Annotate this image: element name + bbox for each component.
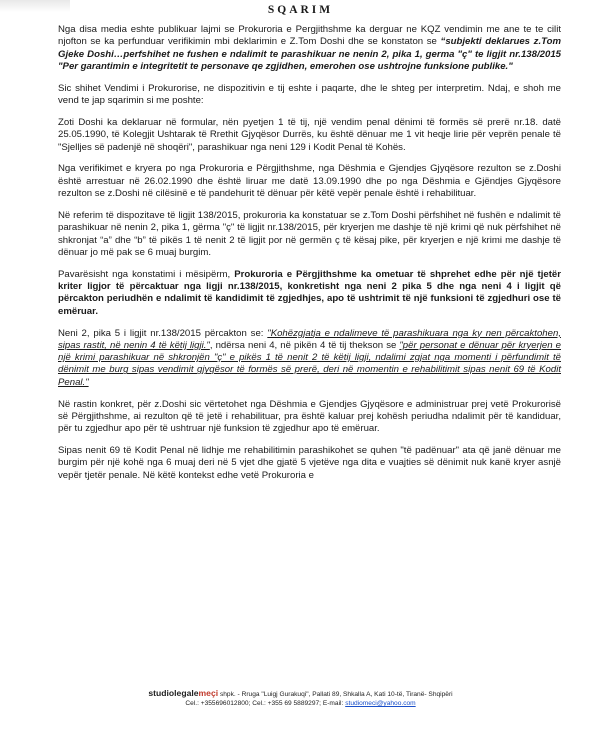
firm-email-link[interactable]: studiomeci@yahoo.com (345, 700, 416, 707)
firm-address: shpk. - Rruga "Luigj Gurakuqi", Pallati 89, Shkalla A, Kati 10-të, Tiranë- Shqipëri (218, 691, 453, 698)
paragraph-omission (58, 269, 561, 318)
intro-text: Nga disa media eshte publikuar lajmi se Prokuroria e Pergjithshme ka derguar ne KQZ vendimin me ane te te cilit njofton se ka perfunduar verifikimin mbi deklarimin e Z.Tom Doshi dhe se konstaton se (58, 24, 561, 48)
article-quote-2: "për personat e dënuar për kryerjen e një krimi parashikuar në shkronjën "ç" e pikës 1 të nenit 2 të këtij ligji, ndalimi zgjat nga momenti i përfundimit të dënimit me burg sipas vendimit gjyqësor të formës së prerë, deri në momentin e rehabilitimit sipas nenit 69 të Kodit Penal." (58, 339, 561, 388)
article-quote-1: "Kohëzgjatja e ndalimeve të parashikuara nga ky nen përcaktohen, sipas rastit, në nenin 4 të këtij ligji." (58, 327, 561, 351)
firm-logo: studiolegalemeçi (148, 688, 219, 698)
paragraph-article (58, 328, 561, 389)
paragraph-clarification: Sic shihet Vendimi i Prokurorise, ne dispozitivin e tij eshte i paqarte, dhe le shteg per interpretim. Ndaj, e shoh me vend te jap sqarimin si me poshte: (58, 82, 561, 107)
paragraph-concrete-case: Në rastin konkret, për z.Doshi sic vërtetohet nga Dëshmia e Gjendjes Gjyqësore e administruar prej vetë Prokurorisë së Përgjithshme, ai rezulton që të jetë i rehabilituar, pra është kaluar prej kohësh periudha ndalimit për të kandiduar, për tu zgjedhur apo për të ushtruar një funksion të zgjedhur apo të emëruar. (58, 398, 561, 435)
footer-line-2 (0, 699, 601, 708)
omission-bold: Prokuroria e Përgjithshme ka ometuar të shprehet edhe për një tjetër kriter ligjor të përcaktuar nga ligji nr.138/2015, konkretisht nga neni 2 pika 5 dhe nga neni 4 i ligjit që përcakton periudhën e ndalimit të kandidimit të zgjedhjes, apo të ushtrimit të një funksioni të zgjedhuri ose të emëruar. (58, 268, 561, 317)
footer-line-1 (0, 689, 601, 699)
paragraph-reference: Në referim të dispozitave të ligjit 138/2015, prokuroria ka konstatuar se z.Tom Doshi përfshihet në fushën e ndalimit të parashikuar në nenin 2, pika 1, gërma "ç" të ligjit nr.138/2015, për kryerjen me dashje të një krimi që nuk përfshihet në shkronjat “a” dhe “b” të pikës 1 të nenit 2 të ligjit por në germën ç të kësaj pike, për kryerjen e një krimi me dashje të dënuar jo më pak se 6 muaj burgim. (58, 209, 561, 258)
article-lead: Neni 2, pika 5 i ligjit nr.138/2015 përcakton se: (58, 327, 268, 339)
paragraph-intro (58, 24, 561, 73)
firm-phones: Cel.: +355696012800; Cel.: +355 69 5889297; E-mail: (185, 700, 346, 707)
document-title: SQARIM (267, 4, 334, 16)
paragraph-declaration: Zoti Doshi ka deklaruar në formular, nën pyetjen 1 të tij, një vendim penal dënimi të formës së prerë nr.18. datë 25.05.1990, të Kolegjit Ushtarak të Rrethit Gjyqësor Durrës, ku është dënuar me 1 vit heqje lirie për veprën penale të "Sjelljes së padenjë në shoqëri", parashikuar nga neni 129 i Kodit Penal të Kohës. (58, 116, 561, 153)
article-middle: , ndërsa neni 4, në pikën 4 të tij thekson se (209, 339, 400, 351)
letterhead-footer (0, 689, 601, 708)
intro-quote: “subjekti deklarues z.Tom Gjeke Doshi…perfshihet ne fushen e ndalimit te parashikuar ne nenin 2, pika 1, germa "ç" te ligjit nr.138/2015 "Per garantimin e integritetit te personave qe zgjidhen, emerohen ose ushtrojne funksione publike." (58, 36, 561, 72)
paragraph-rehabilitation: Sipas nenit 69 të Kodit Penal në lidhje me rehabilitimin parashikohet se quhen "të padënuar" ata që janë dënuar me burgim për një kohë nga 6 muaj deri në 5 vjet dhe gjatë 5 vjetëve nga dita e vuajties së dënimit nuk kanë kryer asnjë vepër tjetër penale. Në këtë kontekst edhe vetë Prokuroria e (58, 445, 561, 481)
document-body (58, 24, 561, 492)
paragraph-verification: Nga verifikimet e kryera po nga Prokuroria e Përgjithshme, nga Dëshmia e Gjendjes Gjyqësore rezulton se z.Doshi është arrestuar në 26.02.1990 dhe është liruar me datë 13.09.1990 dhe po nga Dëshmia e Gjëndjes Gjyqësore rezulton se z.Doshi në cilësinë e të pandehurit të dënuar për këtë vepër penale është i rehabilituar. (58, 163, 561, 200)
omission-lead: Pavarësisht nga konstatimi i mësipërm, (58, 268, 235, 280)
